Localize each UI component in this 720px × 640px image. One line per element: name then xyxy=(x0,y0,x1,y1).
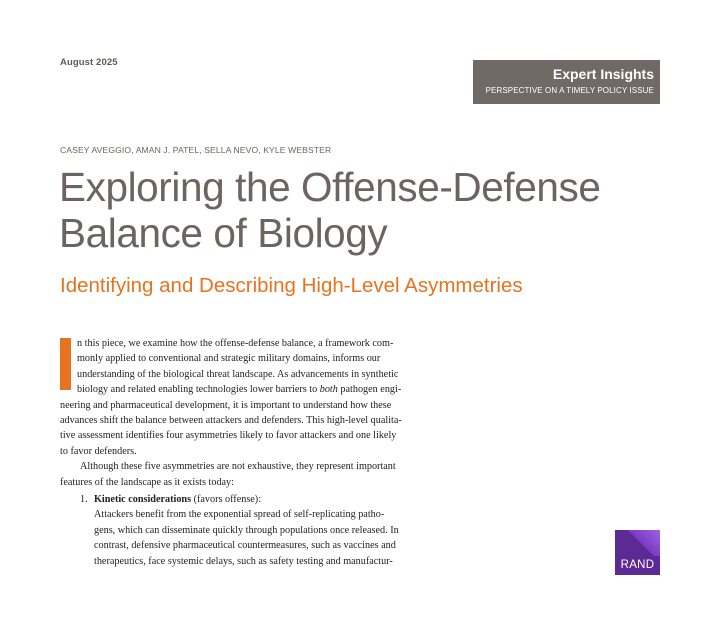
title-line: Exploring the Offense-Defense xyxy=(59,164,601,210)
expert-insights-badge xyxy=(473,60,660,104)
title-line: Balance of Biology xyxy=(59,210,388,256)
text-run: biology and related enabling technologies lower barriers to xyxy=(77,384,320,396)
list-item-qualifier: (favors offense): xyxy=(191,494,262,506)
text-line: tive assessment identifies four asymmetries likely to favor attackers and one likely xyxy=(60,430,397,442)
text-line: n this piece, we examine how the offense-defense balance, a framework com- xyxy=(77,338,394,349)
asymmetry-list xyxy=(60,492,460,569)
text-line: contrast, defensive pharmaceutical countermeasures, such as vaccines and xyxy=(94,540,396,552)
logo-facet xyxy=(615,530,660,556)
text-line: therapeutics, face systemic delays, such as safety testing and manufactur- xyxy=(94,555,393,567)
rand-logo xyxy=(615,530,660,575)
second-paragraph xyxy=(60,459,460,490)
text-run: pathogen engi- xyxy=(337,384,402,396)
rand-logo-text: RAND xyxy=(620,559,655,571)
badge-subtitle: PERSPECTIVE ON A TIMELY POLICY ISSUE xyxy=(485,86,654,95)
text-line: understanding of the biological threat landscape. As advancements in synthetic xyxy=(77,368,399,380)
emphasis: both xyxy=(319,384,338,396)
intro-paragraph xyxy=(60,336,460,459)
text-line: advances shift the balance between attackers and defenders. This high-level qualita- xyxy=(60,415,402,427)
page-title xyxy=(59,164,679,256)
publication-date: August 2025 xyxy=(60,57,118,68)
body-text xyxy=(60,336,460,569)
list-item-heading xyxy=(94,494,261,505)
text-line xyxy=(60,382,460,397)
page-subtitle: Identifying and Describing High-Level Asymmetries xyxy=(60,274,523,297)
author-list: CASEY AVEGGIO, AMAN J. PATEL, SELLA NEVO, KYLE WEBSTER xyxy=(60,145,332,155)
list-item xyxy=(80,492,460,569)
badge-title: Expert Insights xyxy=(552,66,654,82)
list-number: 1. xyxy=(80,494,88,506)
text-line: Although these five asymmetries are not exhaustive, they represent important xyxy=(80,461,396,473)
text-line: to favor defenders. xyxy=(60,445,137,457)
text-line: gens, which can disseminate quickly through populations once released. In xyxy=(94,524,399,536)
text-line: monly applied to conventional and strategic military domains, informs our xyxy=(77,353,381,365)
list-item-term: Kinetic considerations xyxy=(94,494,192,506)
text-line: neering and pharmaceutical development, it is important to understand how these xyxy=(60,399,392,411)
text-line: Attackers benefit from the exponential spread of self-replicating patho- xyxy=(94,509,385,521)
text-line: features of the landscape as it exists today: xyxy=(60,476,234,488)
